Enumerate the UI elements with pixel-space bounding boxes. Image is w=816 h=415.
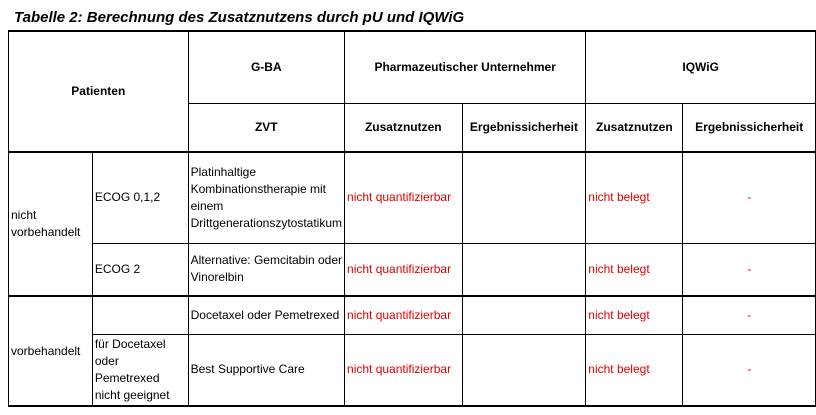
table-row: [9, 152, 816, 243]
header-iqwig-ergebnissicherheit: Ergebnissicherheit: [683, 103, 816, 152]
iqwig-ergebnissicherheit-cell: -: [683, 243, 816, 296]
table-row: [9, 243, 816, 296]
subgroup-label: ECOG 0,1,2: [92, 152, 188, 243]
header-iqwig: IQWiG: [586, 31, 816, 103]
benefit-table: [8, 30, 816, 407]
iqwig-zusatznutzen-cell: nicht belegt: [586, 152, 683, 243]
zvt-cell: Best Supportive Care: [188, 334, 344, 406]
iqwig-ergebnissicherheit-cell: -: [683, 334, 816, 406]
zvt-cell: Alternative: Gemcitabin oder Vinorelbin: [188, 243, 344, 296]
subgroup-label: [92, 296, 188, 334]
pu-ergebnissicherheit-cell: [462, 334, 586, 406]
iqwig-ergebnissicherheit-cell: -: [683, 152, 816, 243]
iqwig-ergebnissicherheit-cell: -: [683, 296, 816, 334]
group-label-nicht-vorbehandelt: nicht vorbehandelt: [9, 152, 93, 296]
pu-zusatznutzen-cell: nicht quantifizierbar: [345, 334, 463, 406]
pu-ergebnissicherheit-cell: [462, 243, 586, 296]
subgroup-label: ECOG 2: [92, 243, 188, 296]
group-label-vorbehandelt: vorbehandelt: [9, 296, 93, 406]
zvt-cell: Docetaxel oder Pemetrexed: [188, 296, 344, 334]
subgroup-label: für Docetaxel oder Pemetrexed nicht geeignet: [92, 334, 188, 406]
header-gba: G-BA: [188, 31, 344, 103]
header-pu-ergebnissicherheit: Ergebnissicherheit: [462, 103, 586, 152]
pu-ergebnissicherheit-cell: [462, 296, 586, 334]
header-iqwig-zusatznutzen: Zusatznutzen: [586, 103, 683, 152]
pu-zusatznutzen-cell: nicht quantifizierbar: [345, 296, 463, 334]
zvt-cell: Platinhaltige Kombinationstherapie mit einem Drittgenerationszytostatikum: [188, 152, 344, 243]
header-pu: Pharmazeutischer Unternehmer: [345, 31, 586, 103]
header-patients: Patienten: [9, 31, 189, 152]
header-zvt: ZVT: [188, 103, 344, 152]
header-pu-zusatznutzen: Zusatznutzen: [345, 103, 463, 152]
table-row: [9, 334, 816, 406]
iqwig-zusatznutzen-cell: nicht belegt: [586, 296, 683, 334]
table-row: [9, 296, 816, 334]
iqwig-zusatznutzen-cell: nicht belegt: [586, 334, 683, 406]
pu-zusatznutzen-cell: nicht quantifizierbar: [345, 152, 463, 243]
iqwig-zusatznutzen-cell: nicht belegt: [586, 243, 683, 296]
pu-ergebnissicherheit-cell: [462, 152, 586, 243]
table-caption: Tabelle 2: Berechnung des Zusatznutzens durch pU und IQWiG: [14, 9, 465, 26]
pu-zusatznutzen-cell: nicht quantifizierbar: [345, 243, 463, 296]
